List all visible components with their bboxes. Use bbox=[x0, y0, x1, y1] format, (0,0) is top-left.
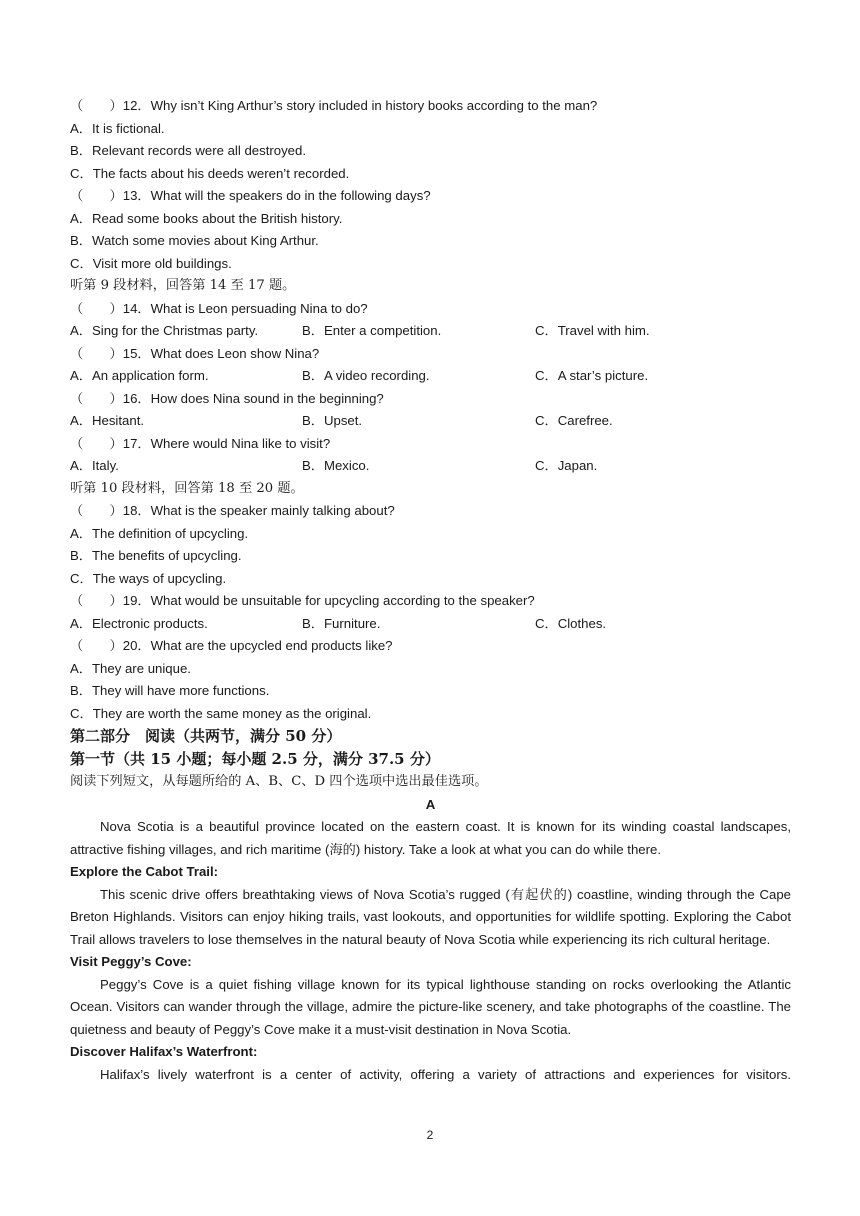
q20-option-c: C．They are worth the same money as the original. bbox=[70, 705, 372, 721]
section-10-instruction: 听第 10 段材料，回答第 18 至 20 题。 bbox=[70, 480, 304, 496]
q19-options bbox=[70, 613, 791, 636]
q15-option-b: B．A video recording. bbox=[302, 368, 430, 383]
heading-cabot-trail: Explore the Cabot Trail: bbox=[70, 864, 219, 879]
paragraph-halifax-waterfront: Halifax’s lively waterfront is a center of activity, offering a variety of attractions and experiences for visitors. bbox=[100, 1066, 791, 1082]
paragraph-peggys-cove: Peggy’s Cove is a quiet fishing village known for its typical lighthouse standing on rocks overlooking the Atlantic Ocean. Visitors can wander through the village, admire the picture-like scenery, and take photographs of the coastline. The quietness and beauty of Peggy’s Cove make it a must-visit destination in Nova Scotia. bbox=[70, 976, 791, 1037]
q20-option-a: A．They are unique. bbox=[70, 660, 191, 676]
q15-options bbox=[70, 365, 791, 388]
q16-option-c: C．Carefree. bbox=[535, 413, 613, 428]
question-12-stem: （ ）12．Why isn’t King Arthur’s story included in history books according to the man? bbox=[70, 98, 598, 113]
page-number: 2 bbox=[426, 1128, 434, 1142]
q18-option-b: B．The benefits of upcycling. bbox=[70, 548, 242, 563]
q15-option-a: A．An application form. bbox=[70, 368, 209, 383]
reading-instructions: 阅读下列短文，从每题所给的 A、B、C、D 四个选项中选出最佳选项。 bbox=[70, 774, 488, 789]
q20-option-b: B．They will have more functions. bbox=[70, 683, 270, 698]
section-9-instruction: 听第 9 段材料，回答第 14 至 17 题。 bbox=[70, 278, 296, 293]
question-20-stem: （ ）20．What are the upcycled end products like? bbox=[70, 638, 393, 653]
question-17-stem: （ ）17．Where would Nina like to visit? bbox=[70, 435, 331, 451]
q19-option-a: A．Electronic products. bbox=[70, 615, 208, 631]
passage-label: A bbox=[425, 796, 436, 812]
q17-options bbox=[70, 455, 791, 478]
q14-options bbox=[70, 320, 791, 343]
q18-option-a: A．The definition of upcycling. bbox=[70, 525, 249, 541]
q13-option-b: B．Watch some movies about King Arthur. bbox=[70, 233, 319, 248]
q16-option-a: A．Hesitant. bbox=[70, 413, 145, 428]
question-15-stem: （ ）15．What does Leon show Nina? bbox=[70, 345, 320, 361]
question-19-stem: （ ）19．What would be unsuitable for upcycling according to the speaker? bbox=[70, 593, 535, 608]
q13-option-a: A．Read some books about the British history. bbox=[70, 210, 343, 226]
question-18-stem: （ ）18．What is the speaker mainly talking about? bbox=[70, 503, 395, 518]
q13-option-c: C．Visit more old buildings. bbox=[70, 255, 232, 271]
intro-paragraph: Nova Scotia is a beautiful province located on the eastern coast. It is known for its winding coastal landscapes, attractive fishing villages, and rich maritime (海的) history. Take a look at what you can do while there. bbox=[70, 819, 791, 857]
q17-option-b: B．Mexico. bbox=[302, 458, 370, 473]
q14-option-c: C．Travel with him. bbox=[535, 323, 650, 338]
part-2-title: 第二部分 阅读（共两节，满分 50 分） bbox=[70, 727, 342, 745]
q17-option-c: C．Japan. bbox=[535, 458, 598, 473]
question-14-stem: （ ）14．What is Leon persuading Nina to do? bbox=[70, 300, 368, 316]
q12-option-c: C．The facts about his deeds weren’t recorded. bbox=[70, 165, 350, 181]
q14-option-a: A．Sing for the Christmas party. bbox=[70, 323, 259, 338]
q16-option-b: B．Upset. bbox=[302, 413, 363, 428]
q15-option-c: C．A star’s picture. bbox=[535, 368, 649, 383]
heading-halifax-waterfront: Discover Halifax’s Waterfront: bbox=[70, 1044, 258, 1059]
q12-option-a: A．It is fictional. bbox=[70, 120, 165, 136]
q16-options bbox=[70, 410, 791, 433]
question-16-stem: （ ）16．How does Nina sound in the beginning? bbox=[70, 390, 384, 406]
q19-option-c: C．Clothes. bbox=[535, 615, 607, 631]
paragraph-cabot-trail: This scenic drive offers breathtaking views of Nova Scotia’s rugged (有起伏的) coastline, winding through the Cape Breton Highlands. Visitors can enjoy hiking trails, vast lookouts, and opportunities for wildlife spotting. Exploring the Cabot Trail allows travelers to lose themselves in the natural beauty of Nova Scotia while experiencing its rich cultural heritage. bbox=[70, 886, 791, 947]
section-1-title: 第一节（共 15 小题；每小题 2.5 分，满分 37.5 分） bbox=[70, 750, 440, 768]
q14-option-b: B．Enter a competition. bbox=[302, 323, 442, 338]
heading-peggys-cove: Visit Peggy’s Cove: bbox=[70, 954, 192, 969]
question-13-stem: （ ）13．What will the speakers do in the following days? bbox=[70, 188, 431, 203]
q17-option-a: A．Italy. bbox=[70, 458, 119, 473]
q19-option-b: B．Furniture. bbox=[302, 615, 381, 631]
q18-option-c: C．The ways of upcycling. bbox=[70, 570, 227, 586]
q12-option-b: B．Relevant records were all destroyed. bbox=[70, 143, 307, 158]
exam-page bbox=[70, 95, 791, 1086]
